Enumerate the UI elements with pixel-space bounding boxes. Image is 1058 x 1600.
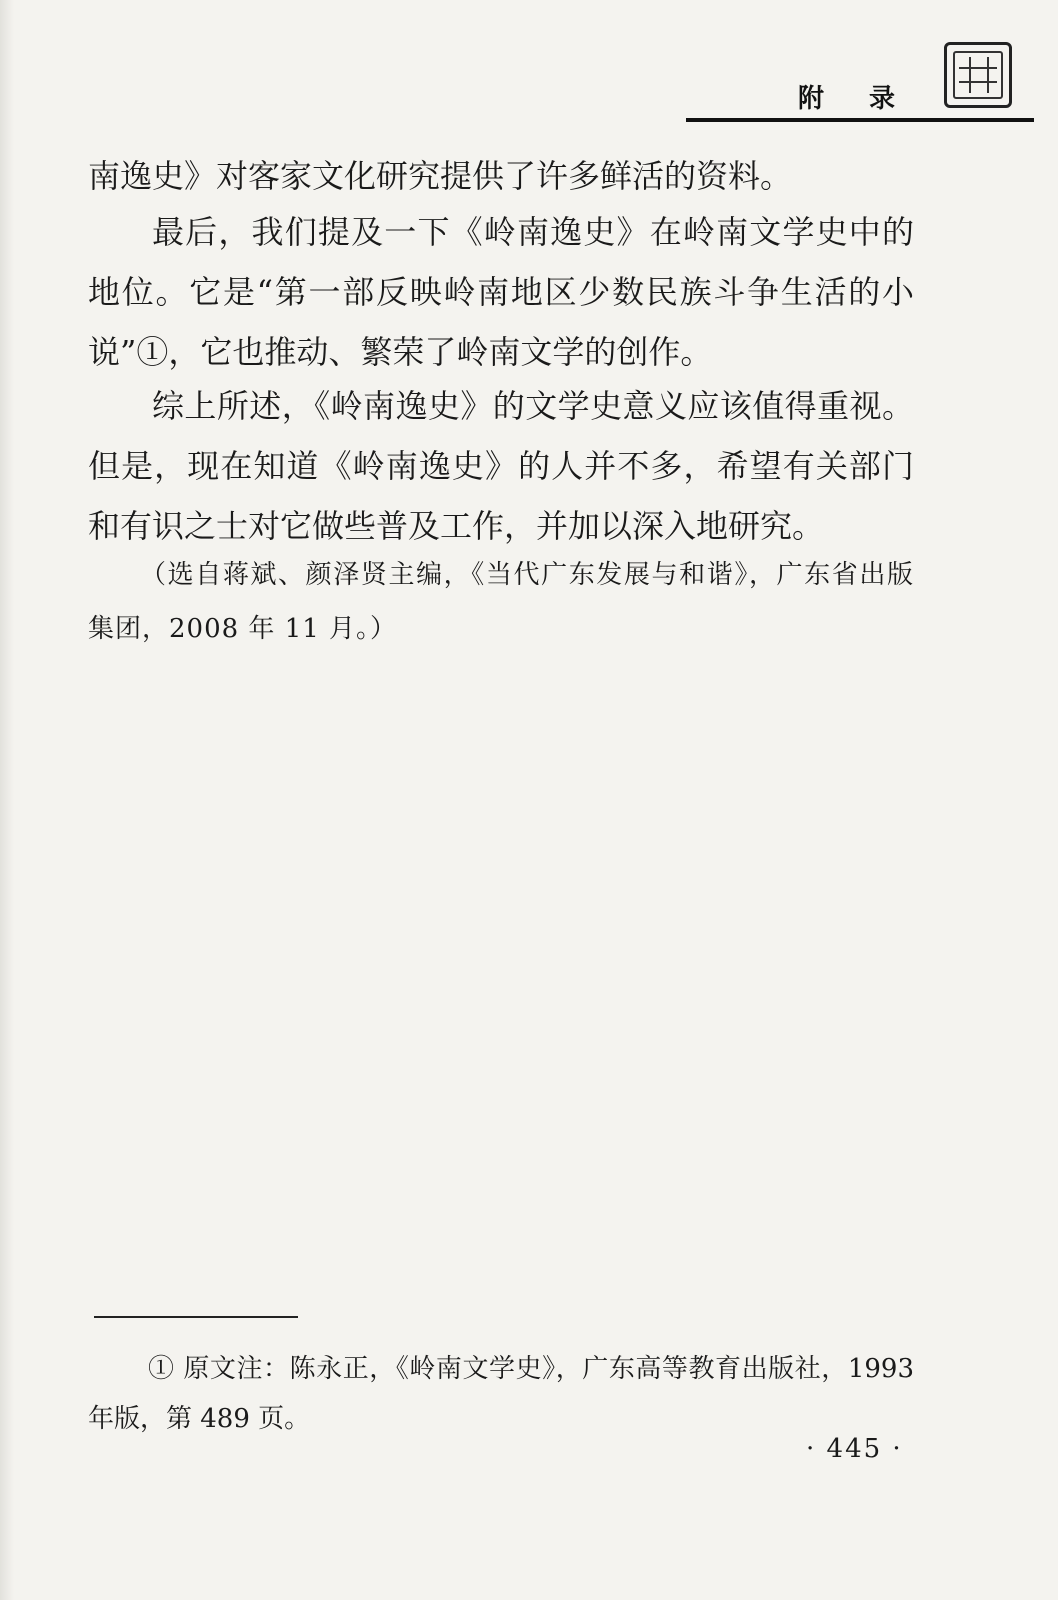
body-paragraph-3: 综上所述，《岭南逸史》的文学史意义应该值得重视。但是，现在知道《岭南逸史》的人并不多，希望有关部门和有识之士对它做些普及工作，并加以深入地研究。: [88, 387, 914, 545]
page-edge: [0, 0, 14, 1600]
running-head: 附 录: [798, 84, 914, 114]
seal-stamp-icon: [944, 42, 1012, 108]
body-paragraph-2: 最后，我们提及一下《岭南逸史》在岭南文学史中的地位。它是“第一部反映岭南地区少数民族斗争生活的小说”①，它也推动、繁荣了岭南文学的创作。: [88, 213, 914, 371]
source-citation: （选自蒋斌、颜泽贤主编，《当代广东发展与和谐》，广东省出版集团，2008 年 11 月。）: [88, 560, 914, 644]
page-number: · 445 ·: [806, 1434, 903, 1464]
footnote: ① 原文注：陈永正，《岭南文学史》，广东高等教育出版社，1993 年版，第 489 页。: [88, 1354, 914, 1434]
body-paragraph-1: 南逸史》对客家文化研究提供了许多鲜活的资料。: [88, 157, 793, 195]
header-rule: [686, 118, 1034, 122]
footnote-rule: [94, 1316, 298, 1318]
